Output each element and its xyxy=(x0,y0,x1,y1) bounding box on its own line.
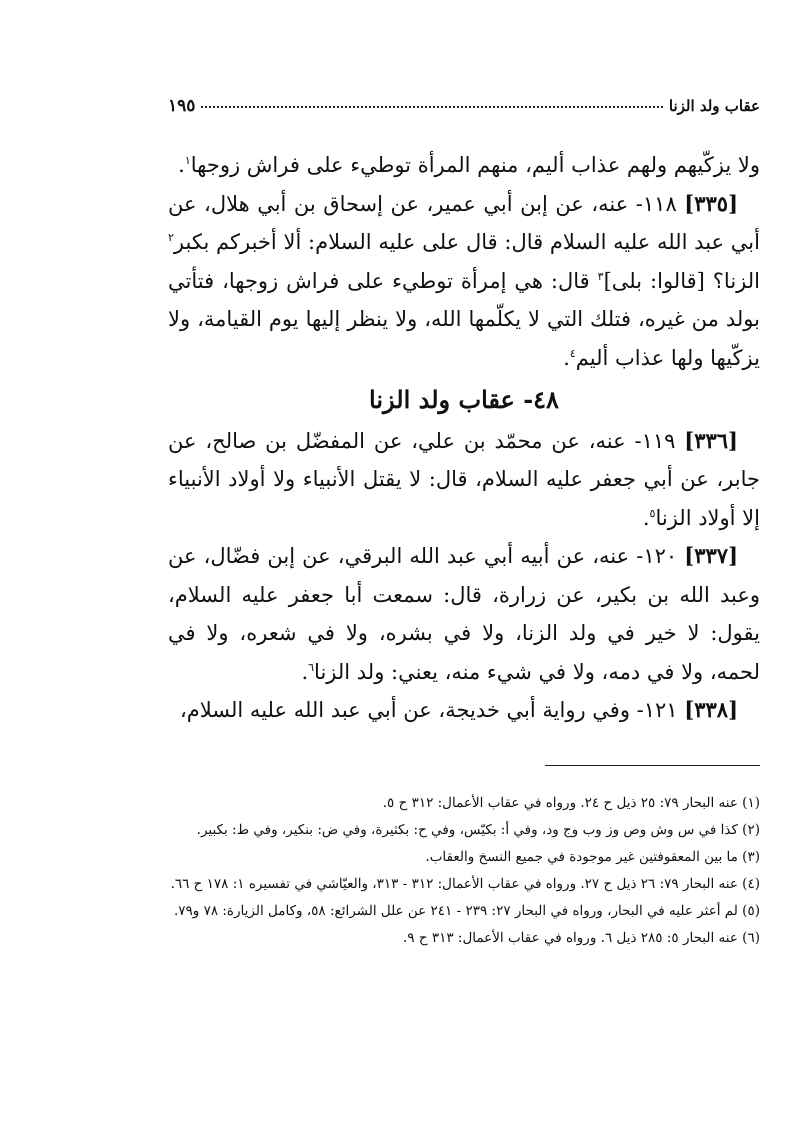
hadith-number-337: [٣٣٧] xyxy=(684,543,738,568)
footnote: (٥) لم أعثر عليه في البحار، ورواه في البحار ٢٧: ٢٣٩ - ٢٤١ عن علل الشرائع: ٥٨، وكامل الزيارة: ٧٨ و٧٩. xyxy=(173,903,760,919)
footnote: (٦) عنه البحار ٥: ٢٨٥ ذيل ٦. ورواه في عقاب الأعمال: ٣١٣ ح ٩. xyxy=(402,930,760,946)
hadith-335-text-c: قال: هي إمرأة توطيء على فراش زوجها، فتأتي بولد من غيره، فتلك التي لا يكلّمها الله، ولا ينظر إليها يوم القيامة، ولا يزكّيها ولها عذاب أليم xyxy=(168,268,760,370)
footnote-ref-4: ٤ xyxy=(569,346,576,360)
footnote-ref-3: ٣ xyxy=(597,269,604,283)
header-dot-leader xyxy=(201,94,662,108)
hadith-338 xyxy=(168,691,760,730)
section-heading: ٤٨- عقاب ولد الزنا xyxy=(369,385,559,414)
hadith-338-text: ١٢١- وفي رواية أبي خديجة، عن أبي عبد الله عليه السلام، xyxy=(179,698,678,722)
footnote: (٣) ما بين المعقوفتين غير موجودة في جميع النسخ والعقاب. xyxy=(425,849,760,865)
footnotes xyxy=(168,790,760,952)
main-text xyxy=(168,146,760,730)
hadith-336-text: ١١٩- عنه، عن محمّد بن علي، عن المفضّل بن صالح، عن جابر، عن أبي جعفر عليه السلام، قال: لا يقتل الأنبياء ولا أولاد الأنبياء إلا أولاد الزنا xyxy=(168,428,760,530)
hadith-335-text-a: ١١٨- عنه، عن إبن أبي عمير، عن إسحاق بن أبي هلال، عن أبي عبد الله عليه السلام قال: قال على عليه السلام: ألا أخبركم بكبر xyxy=(168,191,760,254)
hadith-number-335: [٣٣٥] xyxy=(684,190,738,216)
page-number: ١٩٥ xyxy=(168,96,196,116)
footnote-ref-1: ١ xyxy=(184,154,191,167)
hadith-337: [٣٣٧] ١٢٠- عنه، عن أبيه أبي عبد الله البرقي، عن إبن فضّال، عن وعبد الله بن بكير، عن زرارة، قال: سمعت أبا جعفر عليه السلام، يقول: لا خير في ولد الزنا، ولا في بشره، ولا في شعره، ولا في لحمه، ولا في دمه، ولا في شيء منه، يعني: ولد الزنا$^٦$. xyxy=(168,543,760,684)
hadith-335-text-b: الزنا؟ [قالوا: بلى] xyxy=(603,268,760,293)
footnote-ref-5: ٥ xyxy=(649,506,656,520)
hadith-number-336: [٣٣٦] xyxy=(684,427,738,453)
paragraph-intro: ولا يزكّيهم ولهم عذاب أليم، منهم المرأة توطيء على فراش زوجها$^١$. xyxy=(178,153,760,177)
footnote: (٢) كذا في س وش وص وز وب وج ود، وفي أ: بكيّس، وفي ح: بكثيرة، وفي ض: بنكير، وفي ط: بكبير. xyxy=(196,822,760,838)
hadith-number-338: [٣٣٨] xyxy=(684,697,738,722)
footnote-ref-6: ٦ xyxy=(308,660,315,674)
footnote: (٤) عنه البحار ٧٩: ٢٦ ذيل ح ٢٧. ورواه في عقاب الأعمال: ٣١٢ - ٣١٣، والعيّاشي في تفسيره ١: ١٧٨ ح ٦٦. xyxy=(170,876,760,892)
intro-text: ولا يزكّيهم ولهم عذاب أليم، منهم المرأة توطيء على فراش زوجها xyxy=(190,153,760,177)
hadith-336: [٣٣٦] ١١٩- عنه، عن محمّد بن علي، عن المفضّل بن صالح، عن جابر، عن أبي جعفر عليه السلام، قال: لا يقتل الأنبياء ولا أولاد الأنبياء إلا أولاد الزنا$^٥$. xyxy=(168,427,760,530)
hadith-335: [٣٣٥] ١١٨- عنه، عن إبن أبي عمير، عن إسحاق بن أبي هلال، عن أبي عبد الله عليه السلام قال: قال على عليه السلام: ألا أخبركم بكبر$^٢$ الزنا؟ [قالوا: بلى]$^٣$ قال: هي إمرأة توطيء على فراش زوجها، فتأتي بولد من غيره، فتلك التي لا يكلّمها الله، ولا ينظر إليها يوم القيامة، ولا يزكّيها ولها عذاب أليم$^٤$. xyxy=(168,190,760,370)
hadith-337-text: ١٢٠- عنه، عن أبيه أبي عبد الله البرقي، عن إبن فضّال، عن وعبد الله بن بكير، عن زرارة، قال: سمعت أبا جعفر عليه السلام، يقول: لا خير في ولد الزنا، ولا في بشره، ولا في شعره، ولا في لحمه، ولا في دمه، ولا في شيء منه، يعني: ولد الزنا xyxy=(168,544,760,684)
footnote-ref-2: ٢ xyxy=(168,231,174,244)
running-header xyxy=(168,96,760,116)
footnote-divider xyxy=(545,765,760,766)
running-header-title: عقاب ولد الزنا xyxy=(668,97,760,115)
footnote: (١) عنه البحار ٧٩: ٢٥ ذيل ح ٢٤. ورواه في عقاب الأعمال: ٣١٢ ح ٥. xyxy=(382,795,760,811)
